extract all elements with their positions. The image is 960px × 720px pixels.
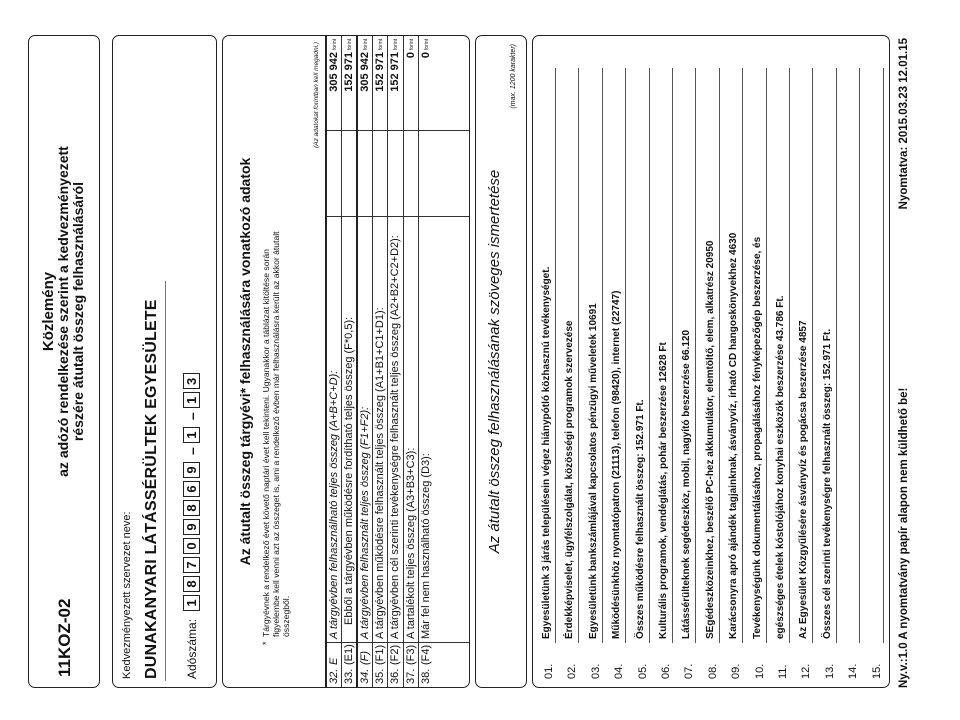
line-text: Kulturális programok, vendéglátás, pohár beszerzése 12628 Ft	[658, 342, 669, 639]
amounts-section	[222, 35, 470, 688]
line-number: 07.	[683, 663, 696, 679]
line-text: Látássérülteknek segédeszköz, mobil, nagyító beszerzése 66.120	[681, 329, 693, 639]
description-line	[869, 36, 892, 687]
line-number: 15.	[870, 663, 883, 679]
tax-digit: 8	[183, 576, 200, 592]
row-value: 0	[420, 52, 432, 59]
row-code: E	[328, 657, 340, 665]
tax-number-label: Adószáma:	[184, 618, 199, 679]
amounts-row	[356, 36, 373, 687]
description-line	[728, 36, 751, 687]
row-currency: forint	[408, 39, 415, 51]
amounts-row	[325, 36, 342, 687]
line-number: 09.	[730, 663, 743, 679]
line-number: 11.	[777, 664, 789, 679]
line-number: 03.	[589, 663, 602, 679]
line-underline	[602, 68, 603, 643]
row-label: A tárgyévben felhasználható teljes összeg (A+B+C+D):	[328, 370, 340, 639]
line-number: 08.	[706, 663, 719, 679]
amounts-table	[325, 36, 469, 687]
row-label: A tárgyévben felhasznált teljes összeg (F1+F2):	[359, 406, 371, 639]
row-value: 152 971	[373, 52, 386, 92]
row-code: (E1)	[342, 644, 355, 665]
amounts-title: Az átutalt összeg tárgyévi* felhasználására vonatkozó adatok	[237, 157, 253, 566]
organization-name: DUNAKANYARI LÁTÁSSÉRÜLTEK EGYESÜLETE	[143, 299, 160, 679]
description-line	[658, 36, 681, 687]
line-text: SEgédeszközeinkhez, beszélő PC-hez akkumulátor, elemtöltő, elem, alkatrész 20950	[704, 240, 716, 639]
character-limit-note: (max. 1200 karakter)	[510, 44, 517, 109]
description-line	[588, 36, 611, 687]
tax-digit: 7	[183, 557, 200, 573]
line-number: 06.	[660, 663, 672, 679]
amounts-row	[372, 36, 388, 687]
organization-section	[112, 35, 217, 688]
row-code: (F4)	[420, 644, 432, 665]
row-label: A tárgyévben cél szerinti tevékenységre felhasznált teljes összeg (A2+B2+C2+D2):	[389, 235, 401, 639]
line-underline	[836, 68, 837, 643]
line-text: egészséges ételek kóstolójához konyhai eszközök beszerzése 43.786 Ft.	[775, 295, 786, 639]
description-line	[564, 36, 587, 687]
row-value: 305 942	[328, 52, 340, 92]
row-label: A tartalékolt teljes összeg (A3+B3+C3):	[404, 447, 417, 639]
description-line	[752, 36, 775, 687]
line-text: Egyesületünk bankszámlájával kapcsolatos pénzügyi műveletek 10691	[587, 303, 599, 639]
line-text: Összes működésre felhasznált összeg: 152.971 Ft.	[634, 399, 646, 639]
row-number: 38.	[420, 668, 432, 684]
amounts-row	[341, 36, 357, 687]
row-label: Ebből a tárgyévben működésre fordítható teljes összeg (F*0,5):	[342, 316, 355, 625]
line-underline	[695, 68, 696, 643]
tax-digit: 6	[183, 481, 200, 497]
row-currency: forint	[393, 39, 399, 51]
line-text: Egyesületünk 3 járás településein végez hiánypótló közhasznú tevékenységet.	[541, 266, 552, 639]
description-line	[541, 36, 564, 687]
tax-digit: 1	[183, 595, 200, 611]
tax-digit: 1	[183, 392, 200, 408]
tax-digit: 1	[183, 427, 200, 443]
row-value: 152 971	[389, 52, 401, 92]
description-line	[775, 36, 798, 687]
line-text: Összes cél szerinti tevékenységre felhasznált összeg: 152.971 Ft.	[821, 328, 833, 639]
row-currency: forint	[363, 39, 369, 51]
description-lines	[532, 35, 890, 688]
tax-number-row	[183, 370, 200, 679]
row-code: (F3)	[404, 644, 417, 665]
row-label: Már fel nem használható összeg (D3):	[420, 453, 432, 639]
row-value: 152 971	[342, 52, 355, 92]
amounts-row	[387, 36, 403, 687]
row-number: 37.	[404, 668, 417, 684]
form-code: 11KOZ-02	[55, 598, 74, 677]
line-text: Érdekképviselet, ügyfélszolgálat, közösségi programok szervezése	[564, 320, 576, 639]
description-line	[681, 36, 704, 687]
line-underline	[766, 68, 767, 643]
line-underline	[859, 68, 860, 643]
tax-digit: 3	[183, 373, 200, 389]
line-underline	[883, 68, 884, 643]
row-label: A tárgyévben működésre felhasznált teljes összeg (A1+B1+C1+D1):	[373, 307, 386, 639]
description-line	[635, 36, 658, 687]
row-code: (F1)	[373, 644, 386, 665]
organization-name-label: Kedvezményezett szervezet neve:	[121, 511, 133, 679]
row-code: (F2)	[389, 644, 401, 665]
row-currency: forint	[424, 39, 430, 51]
line-underline	[812, 68, 813, 643]
tax-digit: 0	[183, 538, 200, 554]
row-value: 305 942	[359, 52, 371, 92]
row-number: 35.	[373, 668, 386, 684]
footer-print-date: Nyomtatva: 2015.03.23 12.01.15	[898, 38, 910, 210]
amounts-row	[403, 36, 419, 687]
line-number: 01.	[543, 663, 555, 679]
row-currency: forint	[377, 39, 384, 51]
tax-separator: –	[183, 412, 200, 421]
row-number: 33.	[342, 668, 355, 684]
line-number: 05.	[636, 663, 649, 679]
row-currency: forint	[332, 39, 338, 51]
line-text: Tevékenységünk dokumentálásához, propagálásához fényképezőgép beszerzése, és	[751, 236, 763, 639]
line-underline	[672, 68, 673, 643]
form-title	[41, 76, 86, 547]
row-value: 0	[404, 52, 417, 59]
footnote	[261, 217, 291, 645]
line-underline	[649, 68, 650, 643]
tax-digit: 8	[183, 500, 200, 516]
row-code: (F)	[359, 650, 371, 665]
title-line-1: Közlemény	[40, 271, 57, 352]
line-number: 12.	[800, 663, 813, 679]
line-number: 04.	[613, 663, 626, 679]
form-header	[28, 35, 100, 688]
description-line	[611, 36, 634, 687]
tax-digit: 9	[183, 462, 200, 478]
name-underline	[165, 281, 166, 681]
unit-note: (Az adatokat forintban kell megadni.)	[313, 42, 320, 148]
tax-separator: –	[183, 447, 200, 455]
description-line	[822, 36, 845, 687]
line-number: 14.	[847, 663, 860, 679]
line-text: Működésünkhöz nyomtatópatron (21113), telefon (98420), internet (22747)	[611, 290, 623, 639]
tax-digit: 9	[183, 519, 200, 535]
row-currency: forint	[346, 39, 353, 51]
line-underline	[789, 68, 790, 643]
footer-version-note: Ny.v.:1.0 A nyomtatvány papír alapon nem küldhető be!	[898, 387, 910, 688]
line-underline	[719, 68, 720, 643]
description-header	[475, 35, 527, 688]
title-line-3: részére átutalt összeg felhasználásáról	[70, 181, 86, 442]
description-line	[798, 36, 821, 687]
description-line	[845, 36, 868, 687]
line-underline	[555, 68, 556, 643]
title-line-2: az adózó rendelkezése szerint a kedvezményezett	[55, 146, 71, 477]
row-number: 34.	[359, 668, 371, 684]
line-underline	[578, 68, 579, 643]
line-text: Karácsonyra apró ajándék tagjainknak, ásványvíz, írható CD hangoskönyvekhez 4630	[728, 232, 740, 639]
line-number: 02.	[566, 663, 579, 679]
amounts-row	[418, 36, 434, 687]
line-text: Az Egyesület Közgyűlésére ásványvíz és pogácsa beszerzése 4857	[798, 320, 810, 639]
description-line	[705, 36, 728, 687]
footnote-text: Tárgyévnek a rendelkező évet követő naptári évet kell tekinteni. Ugyanakkor a táblázat kitöltése során figyelembe kell venni azt az összeget is, ami a rendelkező évben már felhasználásra került az akkor átutalt összegből.	[261, 231, 291, 637]
line-number: 10.	[753, 663, 766, 679]
row-number: 36.	[389, 668, 401, 684]
line-underline	[625, 68, 626, 643]
line-underline	[742, 68, 743, 643]
line-number: 13.	[823, 663, 836, 679]
row-number: 32.	[328, 668, 340, 684]
description-title: Az átutalt összeg felhasználásának szöveges ismertetése	[486, 169, 503, 554]
footnote-marker: *	[261, 641, 271, 645]
